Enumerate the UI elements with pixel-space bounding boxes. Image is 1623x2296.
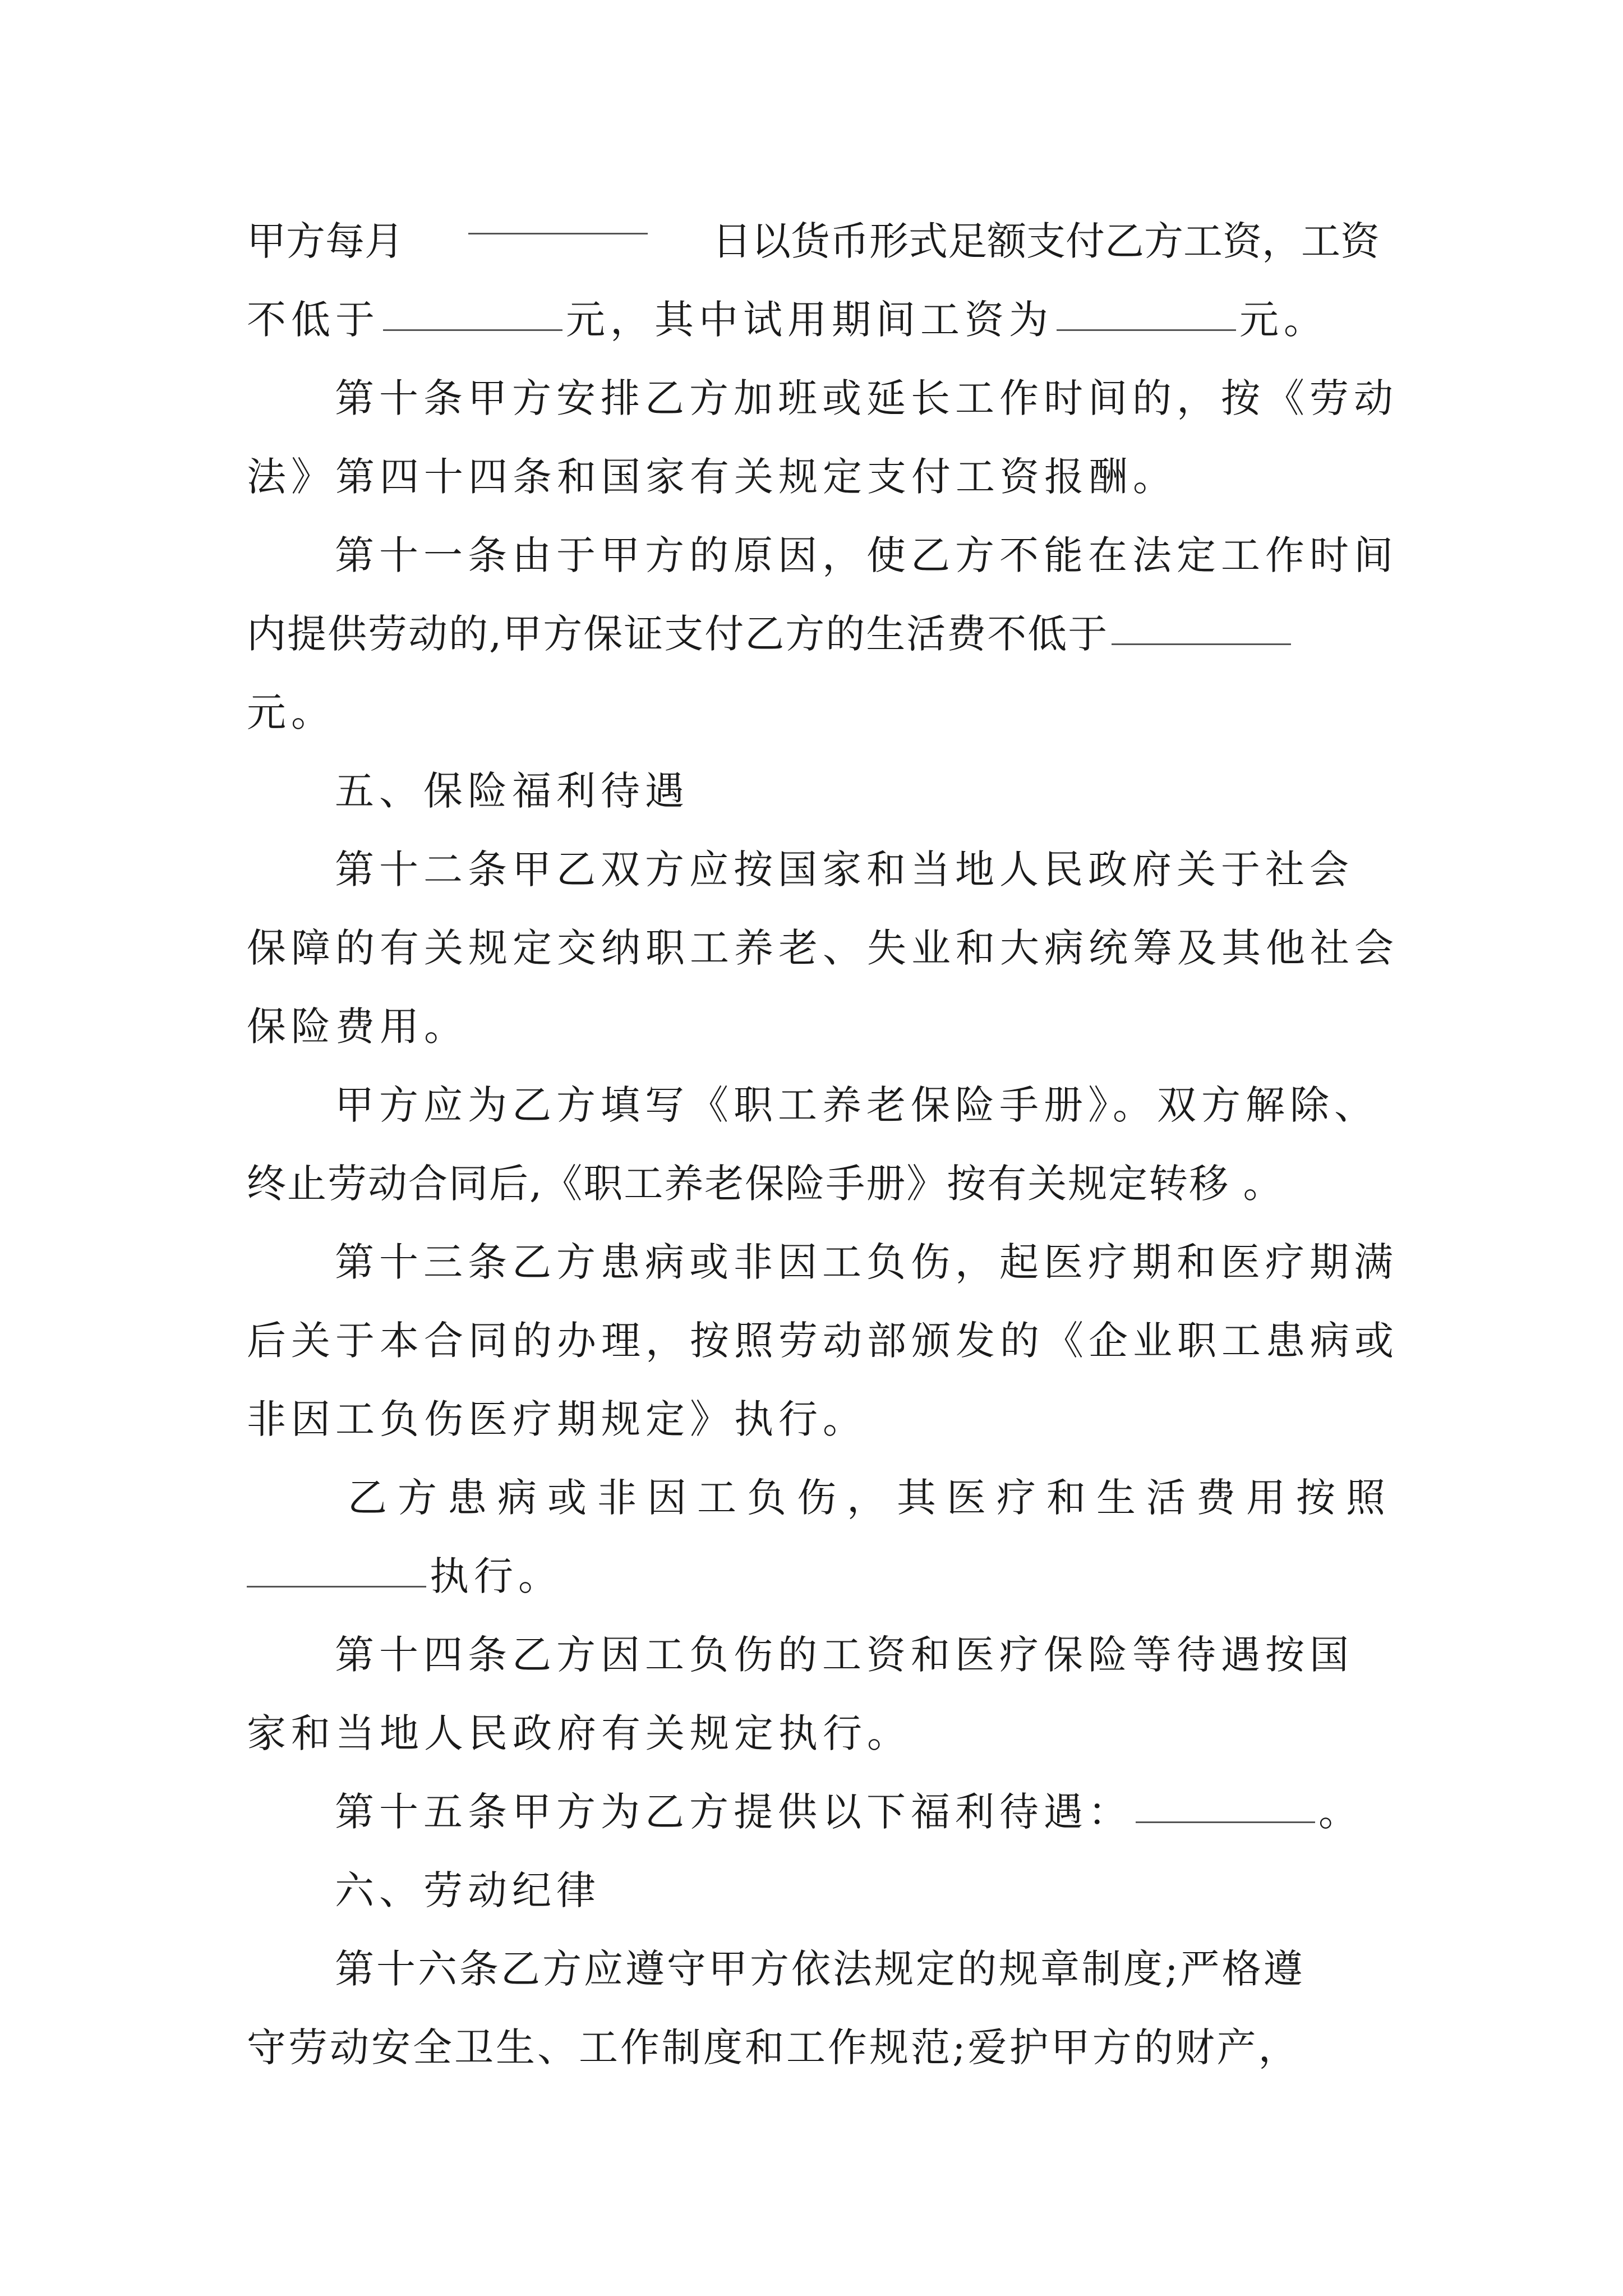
text-line [335, 1063, 1380, 1147]
text-segment: 非因工负伤医疗期规定》执行。 [247, 1396, 867, 1442]
text-line [335, 1613, 1380, 1697]
text-segment: 第十三条乙方患病或非因工负伤，起医疗期和医疗期满 [335, 1239, 1398, 1285]
section-heading [335, 1848, 1380, 1932]
text-line [335, 1770, 1380, 1854]
text-segment: 第十一条由于甲方的原因，使乙方不能在法定工作时间 [335, 532, 1398, 578]
text-line [247, 670, 1380, 754]
text-segment: 执行。 [430, 1553, 562, 1599]
text-line [247, 1142, 1380, 1226]
text-line [335, 356, 1398, 440]
text-line [247, 1299, 1399, 1383]
text-segment: 内提供劳动的,甲方保证支付乙方的生活费不低于 [247, 611, 1109, 657]
text-line [247, 906, 1399, 990]
text-segment: 第十二条甲乙双方应按国家和当地人民政府关于社会 [335, 846, 1354, 892]
text-segment: 第十五条甲方为乙方提供以下福利待遇： [335, 1789, 1132, 1835]
text-line [335, 827, 1380, 912]
text-segment: 保险费用。 [247, 1004, 468, 1050]
fill-in-blank[interactable] [468, 199, 648, 234]
fill-in-blank[interactable] [383, 296, 562, 331]
section-heading [335, 749, 1380, 833]
text-segment: 第十四条乙方因工负伤的工资和医疗保险等待遇按国 [335, 1632, 1354, 1678]
text-segment: 不低于 [247, 297, 380, 343]
text-segment: 甲方每月 [247, 218, 404, 264]
text-segment: 乙方患病或非因工负伤，其医疗和生活费用按照 [348, 1475, 1396, 1521]
text-segment: 五、保险福利待遇 [335, 768, 689, 814]
text-segment: 甲方应为乙方填写《职工养老保险手册》。双方解除、 [335, 1082, 1378, 1128]
text-line [247, 2005, 1380, 2090]
text-line [335, 1220, 1398, 1304]
text-segment: 。 [1318, 1789, 1363, 1835]
text-segment: 守劳动安全卫生、工作制度和工作规范;爱护甲方的财产， [247, 2024, 1300, 2070]
text-line [335, 1927, 1380, 2011]
text-line [247, 199, 1380, 283]
fill-in-blank[interactable] [1057, 296, 1236, 331]
fill-in-blank[interactable] [1112, 610, 1291, 645]
text-line [247, 1691, 1380, 1775]
text-line [348, 1456, 1396, 1540]
text-line [247, 1377, 1380, 1461]
text-line [247, 592, 1380, 676]
text-line [247, 1534, 1380, 1618]
text-line [247, 278, 1380, 362]
text-segment: 第十六条乙方应遵守甲方依法规定的规章制度;严格遵 [335, 1946, 1305, 1992]
text-segment: 第十条甲方安排乙方加班或延长工作时间的，按《劳动 [335, 375, 1398, 421]
text-line [247, 435, 1380, 519]
text-segment: 元。 [1239, 297, 1328, 343]
text-segment: 法》第四十四条和国家有关规定支付工资报酬。 [247, 454, 1177, 500]
text-segment: 元。 [247, 689, 335, 735]
text-segment: 元，其中试用期间工资为 [566, 297, 1053, 343]
text-line [247, 984, 1380, 1069]
fill-in-blank[interactable] [1136, 1788, 1315, 1823]
text-segment: 后关于本合同的办理，按照劳动部颁发的《企业职工患病或 [247, 1318, 1399, 1364]
fill-in-blank[interactable] [247, 1552, 426, 1588]
text-segment: 保障的有关规定交纳职工养老、失业和大病统筹及其他社会 [247, 925, 1399, 971]
text-segment: 家和当地人民政府有关规定执行。 [247, 1710, 911, 1756]
text-segment: 六、劳动纪律 [335, 1867, 601, 1913]
text-segment: 终止劳动合同后,《职工养老保险手册》按有关规定转移 。 [247, 1161, 1284, 1207]
text-line [335, 513, 1398, 597]
text-segment: 日以货币形式足额支付乙方工资，工资 [712, 218, 1380, 264]
